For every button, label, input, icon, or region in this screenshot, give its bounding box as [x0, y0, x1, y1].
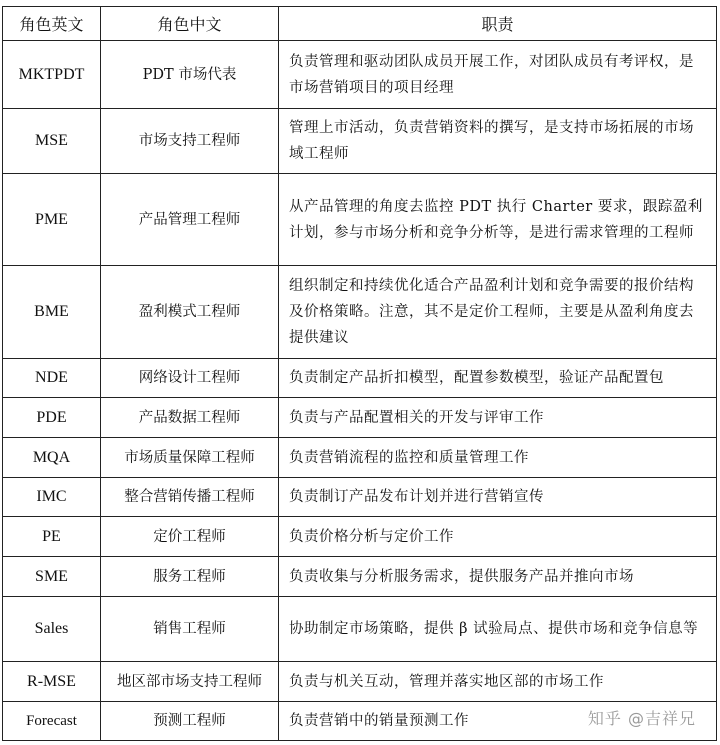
table-row: [3, 174, 717, 266]
duty-cell: 负责收集与分析服务需求，提供服务产品并推向市场: [279, 557, 717, 597]
role-zh-cell: 产品管理工程师: [101, 174, 279, 266]
role-zh-cell: 服务工程师: [101, 557, 279, 597]
table-row: [3, 398, 717, 438]
header-duty: 职责: [279, 7, 717, 41]
duty-cell: 组织制定和持续优化适合产品盈利计划和竞争需要的报价结构及价格策略。注意，其不是定价工程师，主要是从盈利角度去提供建议: [279, 266, 717, 359]
role-en-cell: PME: [3, 174, 101, 266]
role-zh-cell: 定价工程师: [101, 517, 279, 557]
table-row: [3, 517, 717, 557]
role-en-cell: SME: [3, 557, 101, 597]
duty-cell: 负责制订产品发布计划并进行营销宣传: [279, 478, 717, 517]
duty-cell: 负责价格分析与定价工作: [279, 517, 717, 557]
duty-cell: 负责与产品配置相关的开发与评审工作: [279, 398, 717, 438]
duty-cell: 协助制定市场策略，提供 β 试验局点、提供市场和竞争信息等: [279, 597, 717, 662]
role-en-cell: Sales: [3, 597, 101, 662]
role-en-cell: MQA: [3, 438, 101, 478]
role-zh-cell: PDT 市场代表: [101, 41, 279, 109]
role-zh-cell: 盈利模式工程师: [101, 266, 279, 359]
role-en-cell: MSE: [3, 109, 101, 174]
role-en-cell: IMC: [3, 478, 101, 517]
role-en-cell: NDE: [3, 359, 101, 398]
table-row: [3, 438, 717, 478]
table-row: [3, 597, 717, 662]
header-row: [3, 7, 717, 41]
roles-table: [2, 6, 717, 741]
table-row: [3, 662, 717, 702]
role-en-cell: PDE: [3, 398, 101, 438]
role-zh-cell: 预测工程师: [101, 702, 279, 741]
role-zh-cell: 市场支持工程师: [101, 109, 279, 174]
table-row: [3, 41, 717, 109]
duty-cell: 负责管理和驱动团队成员开展工作，对团队成员有考评权，是市场营销项目的项目经理: [279, 41, 717, 109]
duty-cell: 负责与机关互动，管理并落实地区部的市场工作: [279, 662, 717, 702]
role-zh-cell: 销售工程师: [101, 597, 279, 662]
role-zh-cell: 地区部市场支持工程师: [101, 662, 279, 702]
role-zh-cell: 网络设计工程师: [101, 359, 279, 398]
table-row: [3, 359, 717, 398]
role-en-cell: R-MSE: [3, 662, 101, 702]
duty-cell: 从产品管理的角度去监控 PDT 执行 Charter 要求，跟踪盈利计划，参与市场分析和竞争分析等，是进行需求管理的工程师: [279, 174, 717, 266]
duty-cell: 负责营销流程的监控和质量管理工作: [279, 438, 717, 478]
zhihu-watermark: 知乎 @吉祥兄: [586, 706, 698, 729]
role-en-cell: Forecast: [3, 702, 101, 741]
table-row: [3, 109, 717, 174]
header-role-zh: 角色中文: [101, 7, 279, 41]
role-en-cell: MKTPDT: [3, 41, 101, 109]
table-row: [3, 266, 717, 359]
role-en-cell: PE: [3, 517, 101, 557]
role-zh-cell: 市场质量保障工程师: [101, 438, 279, 478]
duty-cell: 管理上市活动，负责营销资料的撰写，是支持市场拓展的市场域工程师: [279, 109, 717, 174]
table-row: [3, 557, 717, 597]
role-zh-cell: 整合营销传播工程师: [101, 478, 279, 517]
duty-cell: 负责制定产品折扣模型，配置参数模型，验证产品配置包: [279, 359, 717, 398]
header-role-en: 角色英文: [3, 7, 101, 41]
role-en-cell: BME: [3, 266, 101, 359]
table-row: [3, 478, 717, 517]
duty-cell: 负责营销中的销量预测工作: [279, 702, 717, 741]
role-zh-cell: 产品数据工程师: [101, 398, 279, 438]
